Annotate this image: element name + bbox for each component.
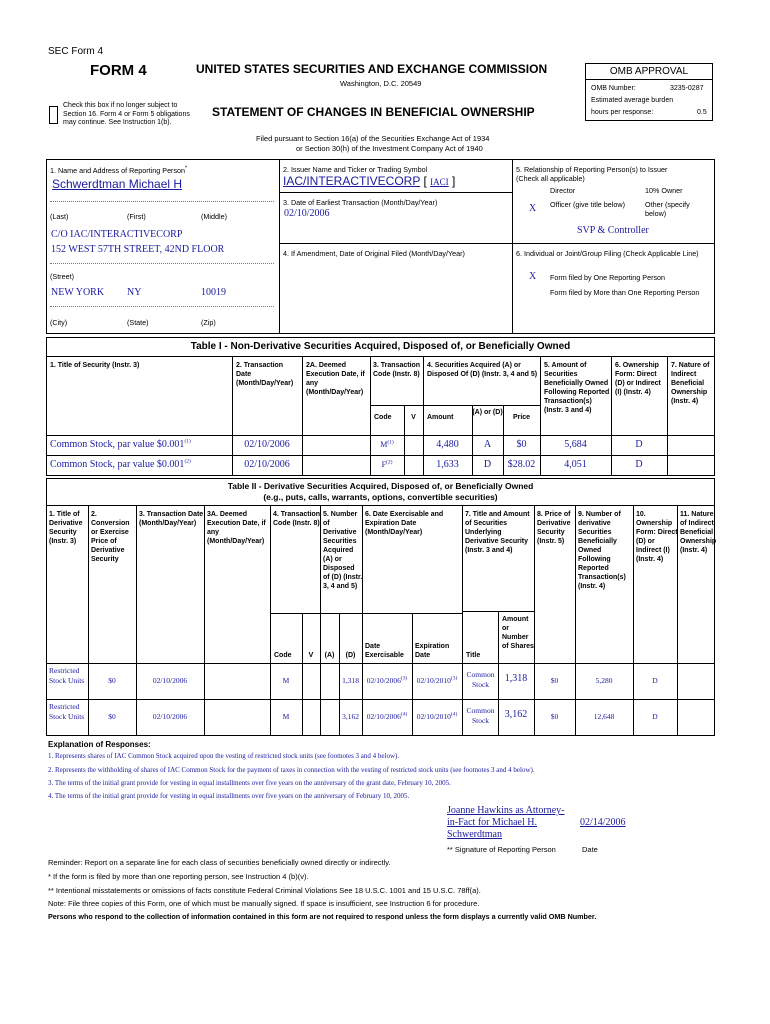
explanation-note-1: 1. Represents shares of IAC Common Stock acquired upon the vesting of restricted stock units (see footnotes 3 and 4 below). (48, 752, 400, 760)
first-label: (First) (127, 212, 146, 221)
footer-note-3: Note: File three copies of this Form, one of which must be manually signed. If space is insufficient, see Instruction 6 for procedure. (48, 899, 480, 908)
earliest-date-label: 3. Date of Earliest Transaction (Month/Day/Year) (283, 198, 438, 207)
t2-row1-form: D (652, 676, 658, 685)
middle-label: (Middle) (201, 212, 227, 221)
t2-row1-date-ex: 02/10/2006$^{(3)}$ (366, 675, 408, 685)
t2-sub-date-exercisable: Date Exercisable (365, 643, 404, 659)
checkbox-text: Check this box if no longer subject to Section 16. Form 4 or Form 5 obligations may continue. See Instruction 1(b). (63, 102, 190, 126)
t2-row1-title: Restricted Stock Units (49, 666, 85, 685)
t1-sub-v: V (411, 414, 416, 421)
t1-row1-amount: 4,480 (436, 439, 459, 450)
t1-sub-code: Code (374, 414, 392, 421)
t1-col-nature: 7. Nature of Indirect Beneficial Ownership (Instr. 4) (671, 362, 710, 405)
last-label: (Last) (50, 212, 69, 221)
t2-row2-und-amount: 3,162 (504, 709, 528, 720)
t2-col-deemed: 3A. Deemed Execution Date, if any (Month/Day/Year) (207, 511, 266, 545)
relationship-sub: (Check all applicable) (516, 174, 585, 183)
omb-hours-value: 0.5 (697, 109, 707, 116)
explanation-note-3: 3. The terms of the initial grant provide for vesting in equal installments over five years on the anniversary of the grant date, February 10, 2005. (48, 779, 451, 787)
t2-col-conversion: 2. Conversion or Exercise Price of Derivative Security (91, 511, 130, 563)
t1-row2-amount: 1,633 (436, 459, 459, 470)
t1-row1-date: 02/10/2006 (244, 439, 290, 450)
filing-label: 6. Individual or Joint/Group Filing (Check Applicable Line) (516, 249, 699, 258)
t1-row2-price: $28.02 (507, 459, 536, 470)
amendment-label: 4. If Amendment, Date of Original Filed (Month/Day/Year) (283, 249, 465, 258)
earliest-date-value: 02/10/2006 (284, 208, 330, 219)
sec-form-label: SEC Form 4 (48, 46, 104, 57)
filing-one-option[interactable]: Form filed by One Reporting Person (550, 273, 666, 282)
t2-row2-date: 02/10/2006 (152, 712, 188, 721)
form-title: FORM 4 (90, 62, 147, 79)
signature-name: Joanne Hawkins as Attorney- in-Fact for Michael H. Schwerdtman (447, 805, 565, 840)
t1-row1-price: $0 (516, 439, 527, 450)
t1-sub-amount: Amount (427, 414, 454, 421)
t2-col-code: 4. Transaction Code (Instr. 8) (273, 511, 321, 527)
filed-line-1: Filed pursuant to Section 16(a) of the Securities Exchange Act of 1934 (256, 134, 490, 143)
signature-label: ** Signature of Reporting Person (447, 845, 556, 854)
t2-row1-und-amount: 1,318 (504, 673, 528, 684)
t1-col-title: 1. Title of Security (Instr. 3) (50, 362, 140, 369)
street-label: (Street) (50, 272, 74, 281)
t1-row1-owned: 5,684 (564, 439, 587, 450)
statement-title: STATEMENT OF CHANGES IN BENEFICIAL OWNERSHIP (212, 105, 535, 119)
officer-title: SVP & Controller (577, 225, 649, 236)
t1-row2-form: D (635, 459, 643, 470)
t2-sub-d: (D) (345, 652, 356, 659)
t1-col-date: 2. Transaction Date (Month/Day/Year) (236, 362, 294, 387)
t1-row1-code: $M^{(1)}$ (380, 439, 394, 449)
relationship-label: 5. Relationship of Reporting Person(s) to Issuer (516, 165, 668, 174)
t2-col-owned: 9. Number of derivative Securities Beneficially Owned Following Reported Transaction(s) (Instr. 4) (578, 511, 626, 590)
address-line-1: C/O IAC/INTERACTIVECORP (51, 229, 183, 240)
filing-more-option[interactable]: Form filed by More than One Reporting Person (550, 288, 700, 297)
t1-row2-date: 02/10/2006 (244, 459, 290, 470)
t1-col-amount-owned: 5. Amount of Securities Beneficially Owned Following Reported Transaction(s) (Instr. 3 and 4) (544, 362, 610, 414)
city-value: NEW YORK (51, 287, 105, 298)
t2-sub-expiration: Expiration Date (415, 643, 450, 659)
t2-row1-price: $0 (108, 676, 116, 685)
footer-reminder: Reminder: Report on a separate line for each class of securities beneficially owned directly or indirectly. (48, 858, 391, 867)
zip-value: 10019 (201, 287, 226, 298)
t2-row2-title: Restricted Stock Units (49, 702, 85, 721)
t2-sub-v: V (308, 652, 314, 659)
t1-row1-title: Common Stock, par value $0.001$^{(1)}$ (50, 438, 191, 450)
omb-number-label: OMB Number: (591, 85, 636, 92)
omb-title: OMB APPROVAL (609, 66, 689, 77)
t1-col-deemed: 2A. Deemed Execution Date, if any (Month/Day/Year) (306, 362, 365, 396)
omb-number-value: 3235-0287 (670, 85, 704, 92)
t2-row1-owned: 5,280 (595, 676, 613, 685)
t2-row2-form: D (652, 712, 658, 721)
address-line-2: 152 WEST 57TH STREET, 42ND FLOOR (51, 244, 225, 255)
officer-option[interactable]: Officer (give title below) (550, 200, 625, 209)
t2-col-number: 5. Number of Derivative Securities Acquired (A) or Disposed of (D) (Instr. 3, 4 and 5) (323, 511, 363, 590)
explanation-title: Explanation of Responses: (48, 740, 151, 749)
table-2-title-1: Table II - Derivative Securities Acquired, Disposed of, or Beneficially Owned (227, 481, 534, 491)
t1-row2-ad: D (483, 459, 492, 470)
t2-row1-und-title: Common Stock (466, 670, 495, 689)
t2-row2-owned: 12,648 (593, 712, 615, 721)
t2-row1-exp: 02/10/2010$^{(3)}$ (416, 675, 458, 685)
t2-row2-exp: 02/10/2010$^{(4)}$ (416, 711, 458, 721)
state-label: (State) (127, 318, 149, 327)
table-1-title: Table I - Non-Derivative Securities Acquired, Disposed of, or Beneficially Owned (190, 341, 571, 352)
omb-burden-label: Estimated average burden (591, 97, 674, 104)
t2-row2-und-title: Common Stock (466, 706, 495, 725)
t1-col-code: 3. Transaction Code (Instr. 8) (373, 362, 421, 378)
zip-label: (Zip) (201, 318, 216, 327)
t1-sub-ad: (A) or (D) (472, 409, 503, 416)
t2-col-date: 3. Transaction Date (Month/Day/Year) (139, 511, 204, 527)
no-longer-subject-checkbox[interactable] (49, 106, 58, 124)
t1-row1-form: D (635, 439, 643, 450)
t2-col-ownership: 10. Ownership Form: Direct (D) or Indirect (I) (Instr. 4) (636, 511, 678, 563)
t2-row1-d: 1,318 (342, 676, 359, 685)
t2-row2-code: M (282, 712, 290, 721)
filed-line-2: or Section 30(h) of the Investment Company Act of 1940 (296, 144, 483, 153)
footer-note-1: * If the form is filed by more than one reporting person, see Instruction 4 (b)(v). (48, 872, 309, 881)
t2-sub-code: Code (274, 652, 292, 659)
t2-row1-code: M (282, 676, 290, 685)
t2-col-exercisable: 6. Date Exercisable and Expiration Date (Month/Day/Year) (365, 511, 444, 536)
state-value: NY (127, 287, 142, 298)
ten-pct-owner-option[interactable]: 10% Owner (645, 186, 683, 195)
reporting-person-name[interactable]: Schwerdtman Michael H (52, 177, 183, 191)
t2-sub-amount-shares: Amount or Number of Shares (502, 616, 534, 650)
signature-date: 02/14/2006 (580, 817, 626, 828)
table-2-title-2: (e.g., puts, calls, warrants, options, convertible securities) (263, 492, 498, 502)
city-label: (City) (50, 318, 68, 327)
t2-row1-date: 02/10/2006 (152, 676, 188, 685)
director-option[interactable]: Director (550, 186, 576, 195)
t1-row2-title: Common Stock, par value $0.001$^{(2)}$ (50, 458, 191, 470)
t2-col-underlying: 7. Title and Amount of Securities Underlying Derivative Security (Instr. 3 and 4) (465, 511, 530, 554)
t1-row2-owned: 4,051 (564, 459, 587, 470)
t1-row2-code: $F^{(2)}$ (381, 459, 393, 469)
signature-date-label: Date (582, 845, 598, 854)
t1-col-securities: 4. Securities Acquired (A) or Disposed Of (D) (Instr. 3, 4 and 5) (427, 362, 538, 378)
explanation-note-4: 4. The terms of the initial grant provide for vesting in equal installments over five years on the anniversary of February 10, 2005. (48, 792, 410, 800)
footer-note-4: Persons who respond to the collection of information contained in this form are not required to respond unless the form displays a currently valid OMB Number. (48, 912, 597, 921)
reporting-person-label: 1. Name and Address of Reporting Person* (50, 165, 188, 175)
t2-row2-date-ex: 02/10/2006$^{(4)}$ (366, 711, 408, 721)
t2-sub-a: (A) (324, 652, 335, 659)
explanation-note-2: 2. Represents the withholding of shares of IAC Common Stock for the payment of taxes in connection with the vesting of restricted stock units (see footnotes 3 and 4 below). (48, 766, 535, 774)
other-option[interactable]: Other (specify below) (645, 200, 690, 218)
issuer-label: 2. Issuer Name and Ticker or Trading Symbol (283, 165, 428, 174)
t1-row1-ad: A (483, 439, 492, 450)
omb-hours-label: hours per response: (591, 109, 654, 116)
t2-row2-d: 3,162 (342, 712, 359, 721)
issuer-name-ticker[interactable]: IAC/INTERACTIVECORP [ IACI ] (283, 174, 456, 188)
t2-col-nature: 11. Nature of Indirect Beneficial Ownership (Instr. 4) (680, 511, 717, 554)
t2-col-price: 8. Price of Derivative Security (Instr. 5) (537, 511, 571, 545)
t2-row1-deriv-price: $0 (550, 676, 559, 685)
commission-location: Washington, D.C. 20549 (340, 79, 422, 88)
t2-row2-price: $0 (108, 712, 116, 721)
t2-sub-title: Title (466, 652, 481, 659)
t2-col-title: 1. Title of Derivative Security (Instr. 3) (49, 511, 83, 545)
t1-col-ownership: 6. Ownership Form: Direct (D) or Indirect (I) (Instr. 4) (615, 362, 661, 396)
footer-note-2: ** Intentional misstatements or omissions of facts constitute Federal Criminal Violations See 18 U.S.C. 1001 and 15 U.S.C. 78ff(a). (48, 886, 481, 895)
commission-title: UNITED STATES SECURITIES AND EXCHANGE COMMISSION (196, 62, 548, 76)
filing-x-mark: X (529, 271, 537, 282)
officer-x-mark: X (529, 203, 537, 214)
t1-sub-price: Price (512, 414, 531, 421)
t2-row2-deriv-price: $0 (550, 712, 559, 721)
